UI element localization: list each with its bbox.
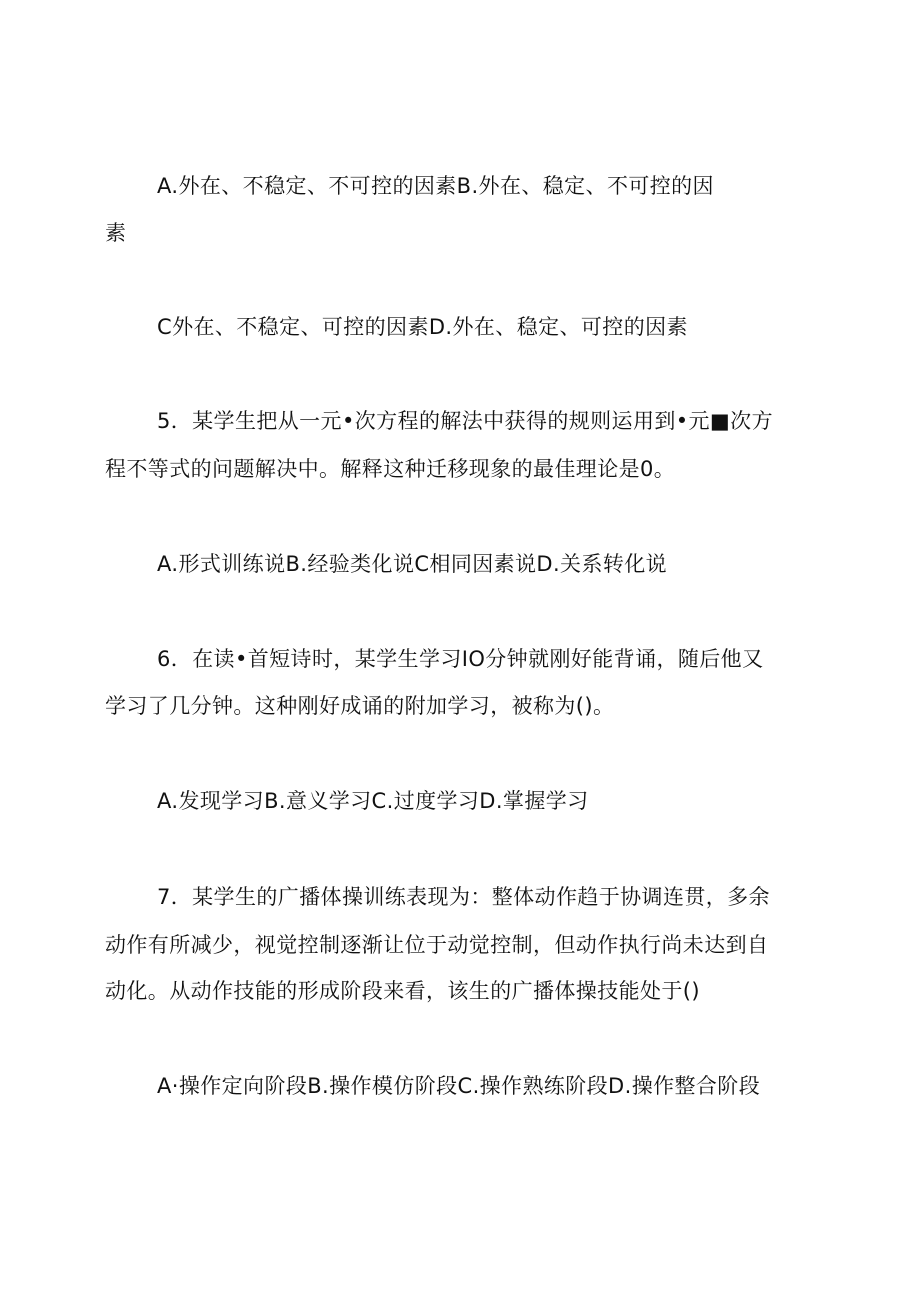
q4-options-line-2: 素	[105, 221, 127, 245]
q6-stem-line-1: 6．在读•首短诗时，某学生学习IO分钟就刚好能背诵，随后他又	[157, 647, 764, 671]
q5-stem-line-2: 程不等式的问题解决中。解释这种迁移现象的最佳理论是0。	[105, 457, 676, 481]
q5-options: A.形式训练说B.经验类化说C相同因素说D.关系转化说	[157, 552, 668, 576]
q4-options-line-1: A.外在、不稳定、不可控的因素B.外在、稳定、不可控的因	[157, 174, 714, 198]
q6-stem-line-2: 学习了几分钟。这种刚好成诵的附加学习，被称为()。	[105, 694, 615, 718]
q7-stem-line-3: 动化。从动作技能的形成阶段来看，该生的广播体操技能处于()	[105, 979, 700, 1003]
q5-stem-line-1: 5．某学生把从一元•次方程的解法中获得的规则运用到•元■次方	[157, 409, 773, 433]
q7-stem-line-2: 动作有所减少，视觉控制逐渐让位于动觉控制，但动作执行尚未达到自	[105, 933, 769, 957]
q6-options: A.发现学习B.意义学习C.过度学习D.掌握学习	[157, 789, 589, 813]
q4-options-line-3: C外在、不稳定、可控的因素D.外在、稳定、可控的因素	[157, 315, 688, 339]
q7-stem-line-1: 7．某学生的广播体操训练表现为：整体动作趋于协调连贯，多余	[157, 885, 770, 909]
q7-options: A·操作定向阶段B.操作模仿阶段C.操作熟练阶段D.操作整合阶段	[157, 1074, 761, 1098]
